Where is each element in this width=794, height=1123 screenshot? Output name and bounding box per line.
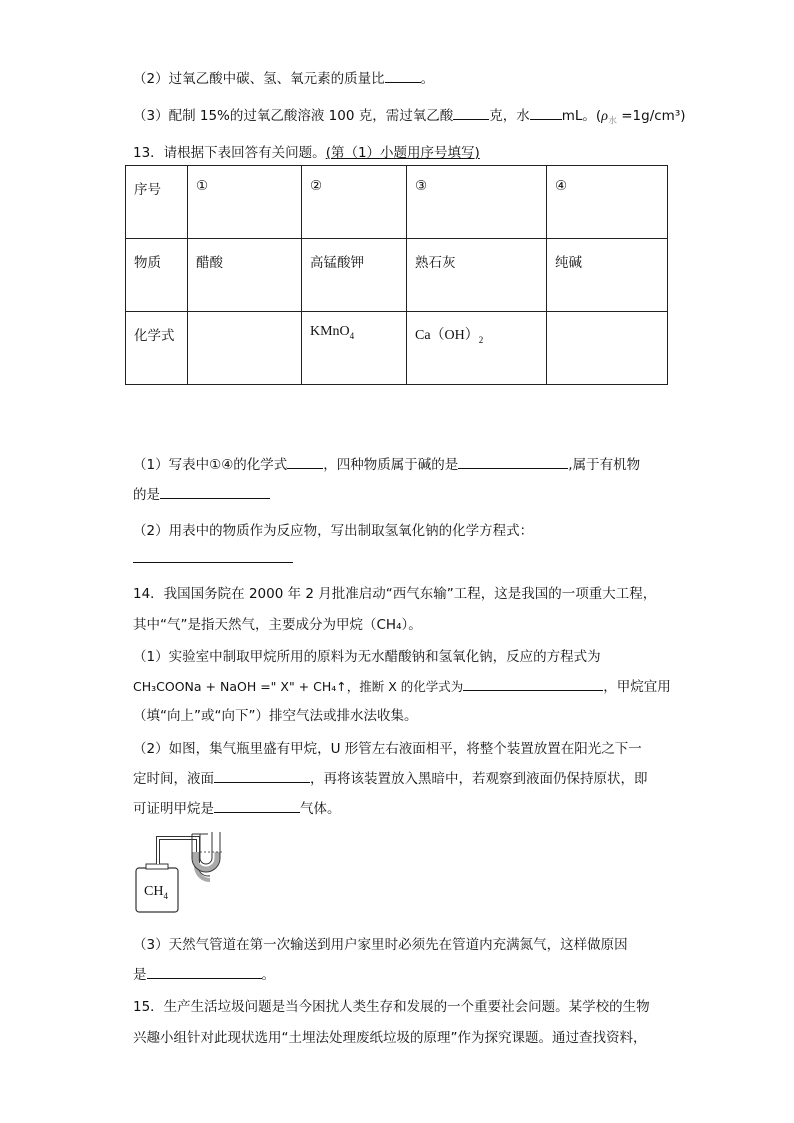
ch4-label: [144, 884, 168, 901]
blank: [458, 455, 568, 469]
text: =1g/cm³): [616, 108, 686, 124]
cell: 熟石灰: [407, 239, 547, 312]
q14-line: 14．我国国务院在 2000 年 2 月批准启动“西气东输”工程，这是我国的一项重大工程，: [133, 586, 657, 602]
cell: [407, 312, 547, 385]
cell: [302, 312, 407, 385]
blank: [214, 769, 310, 783]
q14-line: [133, 797, 341, 817]
text: ,属于有机物: [568, 457, 641, 473]
q14-line: 其中“气”是指天然气，主要成分为甲烷（CH₄）。: [133, 617, 422, 633]
cell: 化学式: [126, 312, 188, 385]
u-tube-icon: [190, 830, 235, 880]
text: （1）写表中①④的化学式: [133, 457, 288, 473]
q14-line: （3）天然气管道在第一次输送到用户家里时必须先在管道内充满氮气，这样做原因: [133, 937, 628, 953]
q12-part2: [133, 67, 434, 87]
blank: [160, 485, 270, 499]
answer-line: [133, 562, 293, 563]
cell: ③: [407, 166, 547, 239]
cell: [547, 312, 668, 385]
text: 13．请根据下表回答有关问题。: [133, 145, 326, 161]
q13-part2: （2）用表中的物质作为反应物，写出制取氢氧化钠的化学方程式：: [133, 523, 534, 539]
text: 克，水: [489, 108, 530, 124]
blank: [463, 677, 603, 691]
text: 。: [261, 967, 275, 983]
text: Ca（OH）: [415, 328, 479, 343]
text: 的是: [133, 487, 160, 503]
q13-part1: [133, 453, 640, 473]
q14-line: [133, 767, 648, 787]
text: mL。(: [561, 108, 602, 124]
cell: 纯碱: [547, 239, 668, 312]
text: ，再将该装置放入黑暗中，若观察到液面仍保持原状，即: [310, 771, 648, 787]
text: ，四种物质属于碱的是: [323, 457, 459, 473]
q14-line: （2）如图，集气瓶里盛有甲烷，U 形管左右液面相平，将整个装置放置在阳光之下一: [133, 741, 642, 757]
q13-part1-cont: [133, 483, 270, 503]
table-row: [126, 166, 668, 239]
text: 可证明甲烷是: [133, 801, 214, 817]
cell: 高锰酸钾: [302, 239, 407, 312]
text: 定时间，液面: [133, 771, 214, 787]
cell: [188, 312, 302, 385]
blank: [147, 965, 262, 979]
text: 是: [133, 967, 147, 983]
blank: [385, 69, 421, 83]
q15-line: 15．生产生活垃圾问题是当今困扰人类生存和发展的一个重要社会问题。某学校的生物: [133, 999, 650, 1015]
text: （3）配制 15%的过氧乙酸溶液 100 克，需过氧乙酸: [133, 108, 454, 124]
q13-title: [133, 141, 480, 161]
cell: 醋酸: [188, 239, 302, 312]
substance-table: [125, 165, 668, 385]
blank: [287, 455, 323, 469]
q14-line: [133, 963, 275, 983]
text: ，甲烷宜用: [603, 679, 671, 695]
rho-symbol: ρ: [601, 109, 608, 124]
blank: [453, 106, 489, 120]
text: 水: [607, 116, 617, 127]
text: 2: [478, 334, 484, 345]
q12-part3: [133, 104, 686, 127]
text: KMnO: [310, 324, 350, 339]
cell: ①: [188, 166, 302, 239]
text: 。: [420, 71, 435, 87]
q15-line: 兴趣小组针对此现状选用“土埋法处理废纸垃圾的原理”作为探究课题。通过查找资料，: [133, 1030, 647, 1046]
text: 气体。: [300, 801, 341, 817]
text: （2）过氧乙酸中碳、氢、氧元素的质量比: [133, 71, 385, 87]
text: 4: [163, 890, 168, 901]
cell: ④: [547, 166, 668, 239]
q14-line: （1）实验室中制取甲烷所用的原料为无水醋酸钠和氢氧化钠，反应的方程式为: [133, 649, 601, 665]
cell: 物质: [126, 239, 188, 312]
text: CH₃COONa + NaOH =" X" + CH₄↑，推断 X 的化学式为: [133, 679, 464, 694]
cell: 序号: [126, 166, 188, 239]
blank: [530, 106, 562, 120]
cell: ②: [302, 166, 407, 239]
text: (第（1）小题用序号填写): [325, 145, 480, 161]
text: 4: [349, 330, 355, 341]
q14-line: （填“向上”或“向下”）排空气法或排水法收集。: [133, 708, 418, 724]
blank: [214, 799, 300, 813]
table-row: [126, 312, 668, 385]
q14-line: [133, 675, 671, 695]
text: CH: [144, 884, 164, 899]
table-row: [126, 239, 668, 312]
